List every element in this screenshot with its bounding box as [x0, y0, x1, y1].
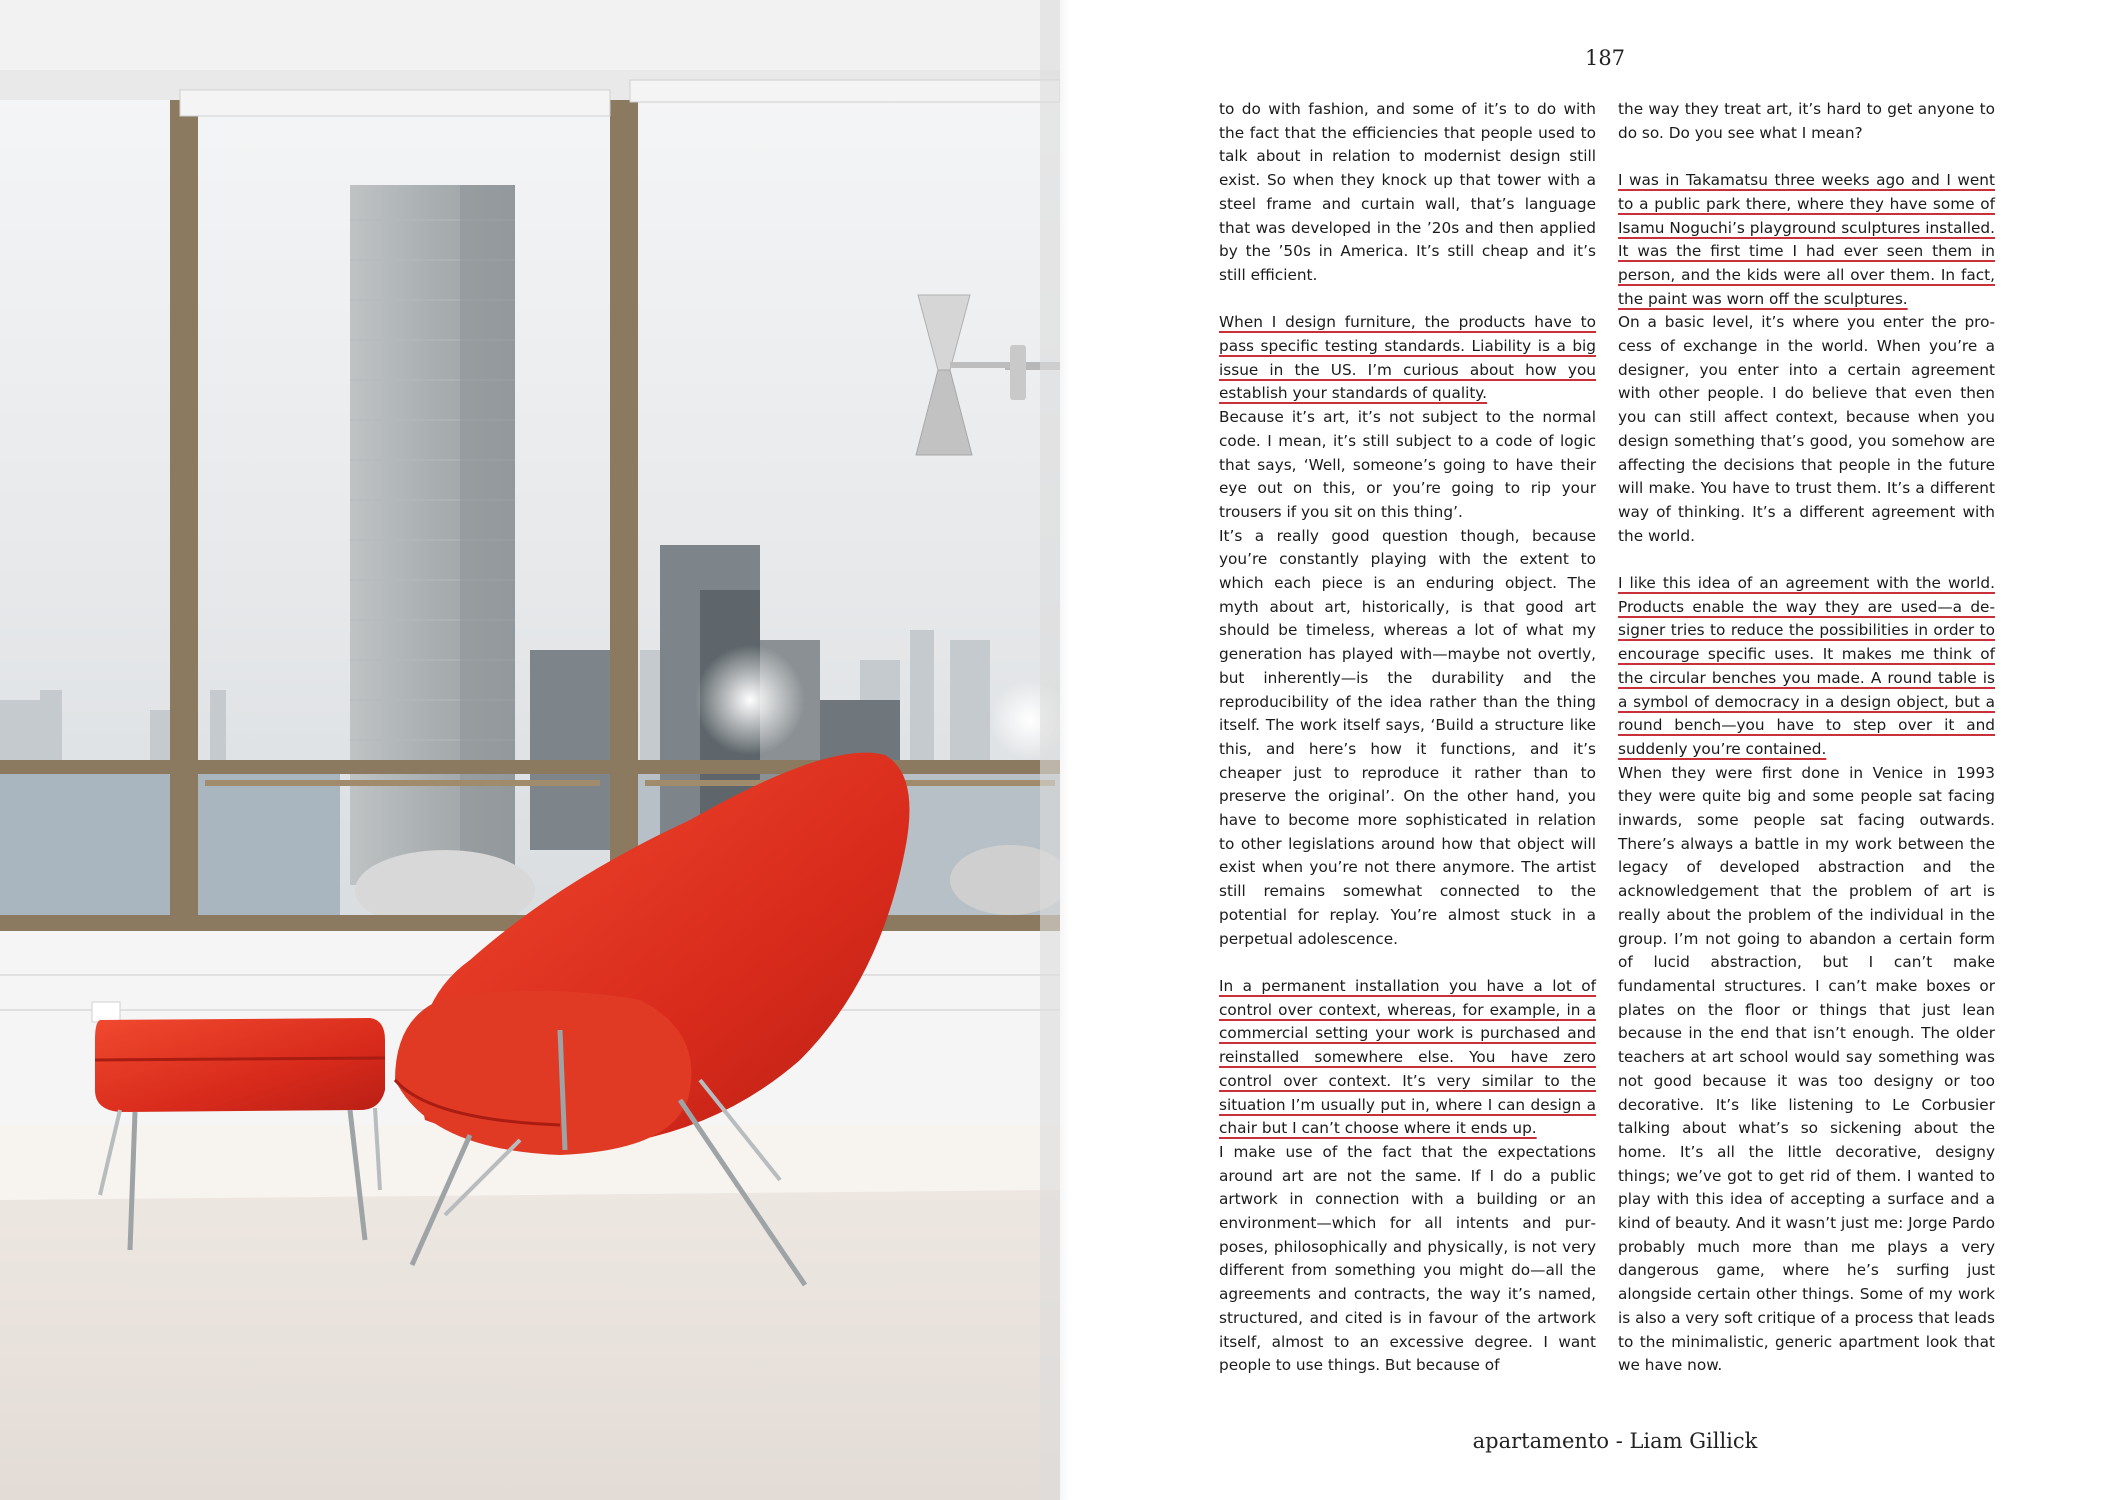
text-column-left — [1219, 98, 1596, 1378]
page-number: 187 — [1584, 46, 1626, 70]
answer-paragraph: to do with fashion, and some of it’s to do with the fact that the efficiencies that people used to talk about in relation to modernist design still exist. So when they knock up that tower with a steel frame and curtain wall, that’s language that was developed in the ’20s and then applied by the ’50s in America. It’s still cheap and it’s still efficient. — [1219, 100, 1596, 284]
answer-paragraph: When they were first done in Venice in 1993 they were quite big and some people sat facing inwards, some people sat facing outwards. There’s always a battle in my work between the legacy of developed abstraction and the acknowledgement that the problem of art is really about the problem of the individual in the group. I’m not going to abandon a certain form of lucid abstraction, but I can’t make fundamental structures. I can’t make boxes or plates on the floor or things that just lean because in the end that isn’t enough. The older teachers at art school would say something was not good because it was too designy or too decorative. It’s like listening to Le Corbusier talking about what’s so sickening about the home. It’s all the little decorative, designy things; we’ve got to get rid of them. I wanted to play with this idea of accepting a surface and a kind of beauty. And it wasn’t just me: Jorge Pardo probably much more than me plays a very dangerous game, where he’s surfing just alongside certain other things. Some of my work is also a very soft critique of a process that leads to the minimalistic, generic apartment look that we have now. — [1618, 763, 1995, 1375]
text-column-right — [1618, 98, 1995, 1378]
answer-paragraph: On a basic level, it’s where you enter the process of exchange in the world. When you’re a designer, you enter into a certain agreement with other people. I do believe that even then you can still affect context, because when you design something that’s good, you somehow are affecting the decisions that people in the future will make. You have to trust them. It’s a different way of thinking. It’s a different agreement with the world. — [1618, 313, 1995, 545]
interior-photograph — [0, 0, 1060, 1500]
question-text: When I design furniture, the products have to pass specific testing standards. Liability is a big issue in the US. I’m curious about how you establish your standards of quality. — [1219, 313, 1596, 403]
page-gutter — [1060, 0, 1070, 1500]
question-text: In a permanent installation you have a lot of control over context, whereas, for example, in a commercial setting your work is purchased and reinstalled somewhere else. You have zero control over context. It’s very similar to the situation I’m usually put in, where I can design a chair but I can’t choose where it ends up. — [1219, 976, 1596, 1138]
answer-paragraph: I make use of the fact that the expectations around art are not the same. If I do a public artwork in connection with a building or an environment—which for all intents and purposes, philosophically and physically, is not very different from something you might do—all the agreements and contracts, the way it’s named, structured, and cited is in favour of the artwork itself, almost to an excessive degree. I want people to use things. But because of — [1219, 1142, 1596, 1375]
question-paragraph — [1618, 169, 1995, 311]
question-paragraph — [1219, 975, 1596, 1141]
question-text: I like this idea of an agreement with the world. Products enable the way they are used—a designer tries to reduce the possibilities in order to encourage specific uses. It makes me think of the circular benches you made. A round table is a symbol of democracy in a design object, but a round bench—you have to step over it and suddenly you’re contained. — [1618, 574, 1995, 758]
running-footer: apartamento - Liam Gillick — [1472, 1429, 1758, 1453]
answer-paragraph: Because it’s art, it’s not subject to the normal code. I mean, it’s still subject to a code of logic that says, ‘Well, someone’s going to have their eye out on this, or you’re going to rip your trousers if you sit on this thing’. — [1219, 408, 1596, 521]
question-paragraph — [1219, 311, 1596, 406]
answer-paragraph: the way they treat art, it’s hard to get anyone to do so. Do you see what I mean? — [1618, 100, 1995, 142]
question-paragraph — [1618, 572, 1995, 762]
question-text: I was in Takamatsu three weeks ago and I went to a public park there, where they have some of Isamu Noguchi’s playground sculptures installed. It was the first time I had ever seen them in person, and the kids were all over them. In fact, the paint was worn off the sculptures. — [1618, 171, 1995, 308]
answer-paragraph: It’s a really good question though, because you’re constantly playing with the extent to which each piece is an enduring object. The myth about art, historically, is that good art should be timeless, whereas a lot of what my generation has played with—maybe not overtly, but inherently—is the durability and the reproducibility of the idea rather than the thing itself. The work itself says, ‘Build a structure like this, and here’s how it functions, and it’s cheaper just to reproduce it rather than to preserve the original’. On the other hand, you have to become more sophisticated in relation to other legislations around how that object will exist when you’re not there anymore. The artist still remains somewhat connected to the potential for replay. You’re almost stuck in a perpetual adolescence. — [1219, 526, 1596, 948]
